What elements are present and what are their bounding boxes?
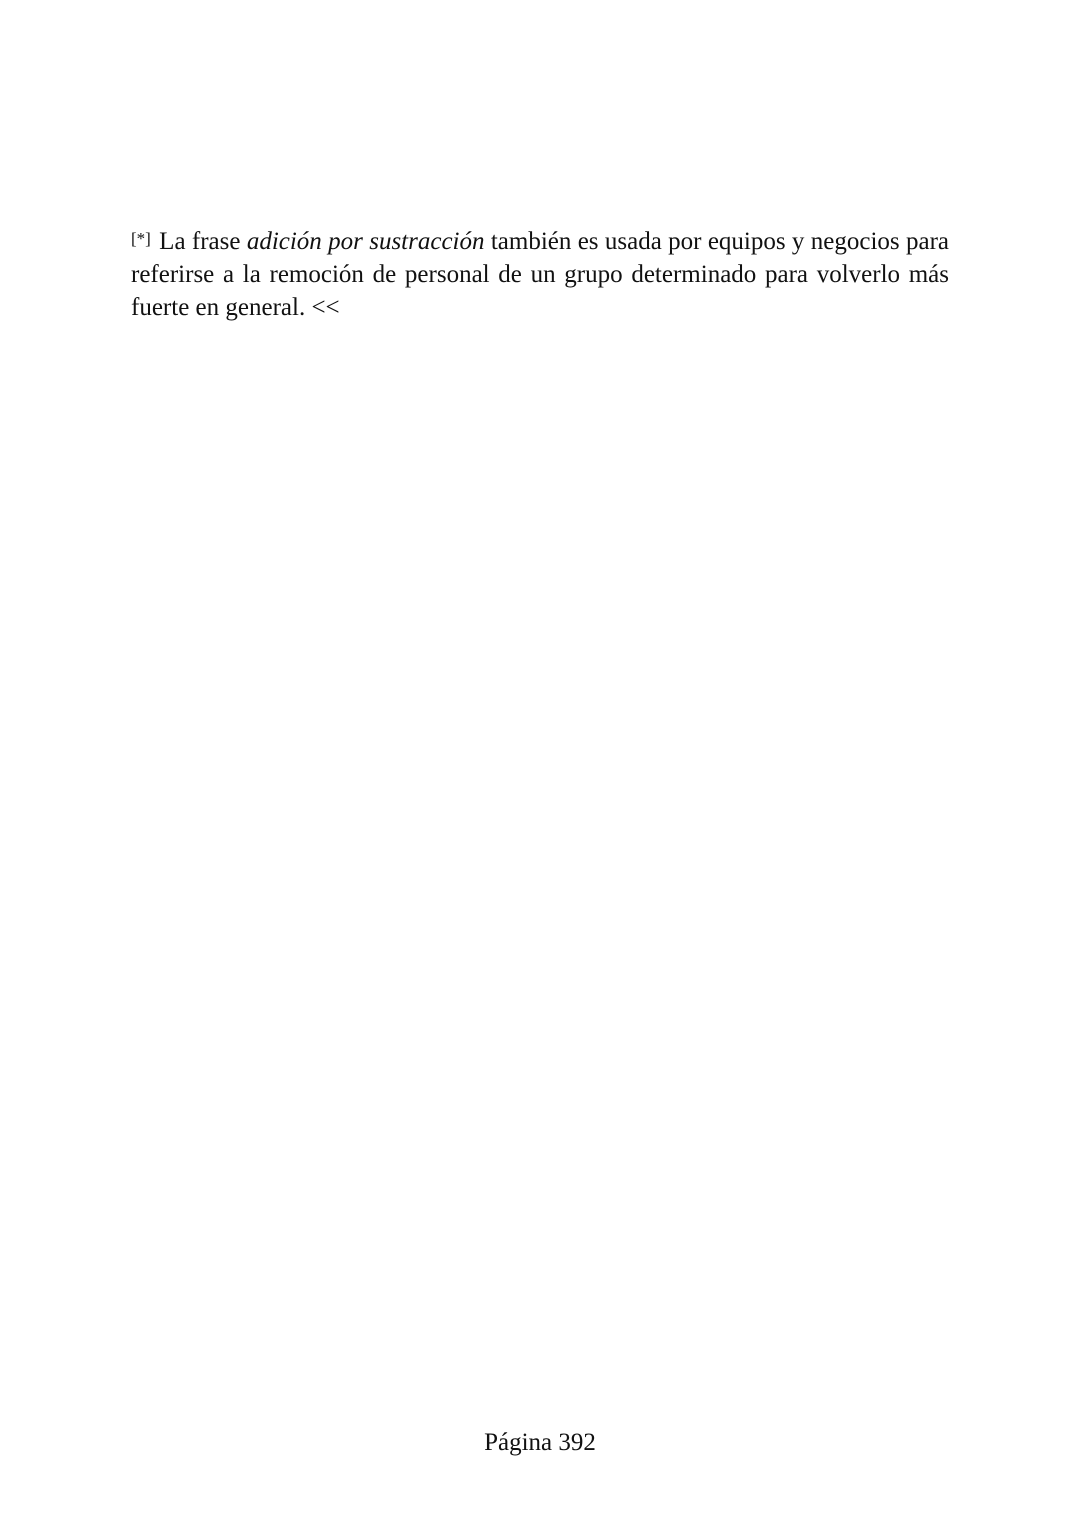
footnote-emphasis: adición por sustracción: [246, 228, 485, 255]
footnote-backlink[interactable]: <<: [311, 294, 340, 321]
footnote-marker[interactable]: [*]: [131, 229, 151, 248]
footnote-text-before: La frase: [159, 228, 241, 255]
footnote-paragraph: [131, 225, 949, 324]
page-number: Página 392: [484, 1429, 596, 1456]
footnote-text-after: también es usada por equipos y negocios para referirse a la remoción de personal de un grupo determinado para volverlo más fuerte en general.: [131, 228, 949, 321]
